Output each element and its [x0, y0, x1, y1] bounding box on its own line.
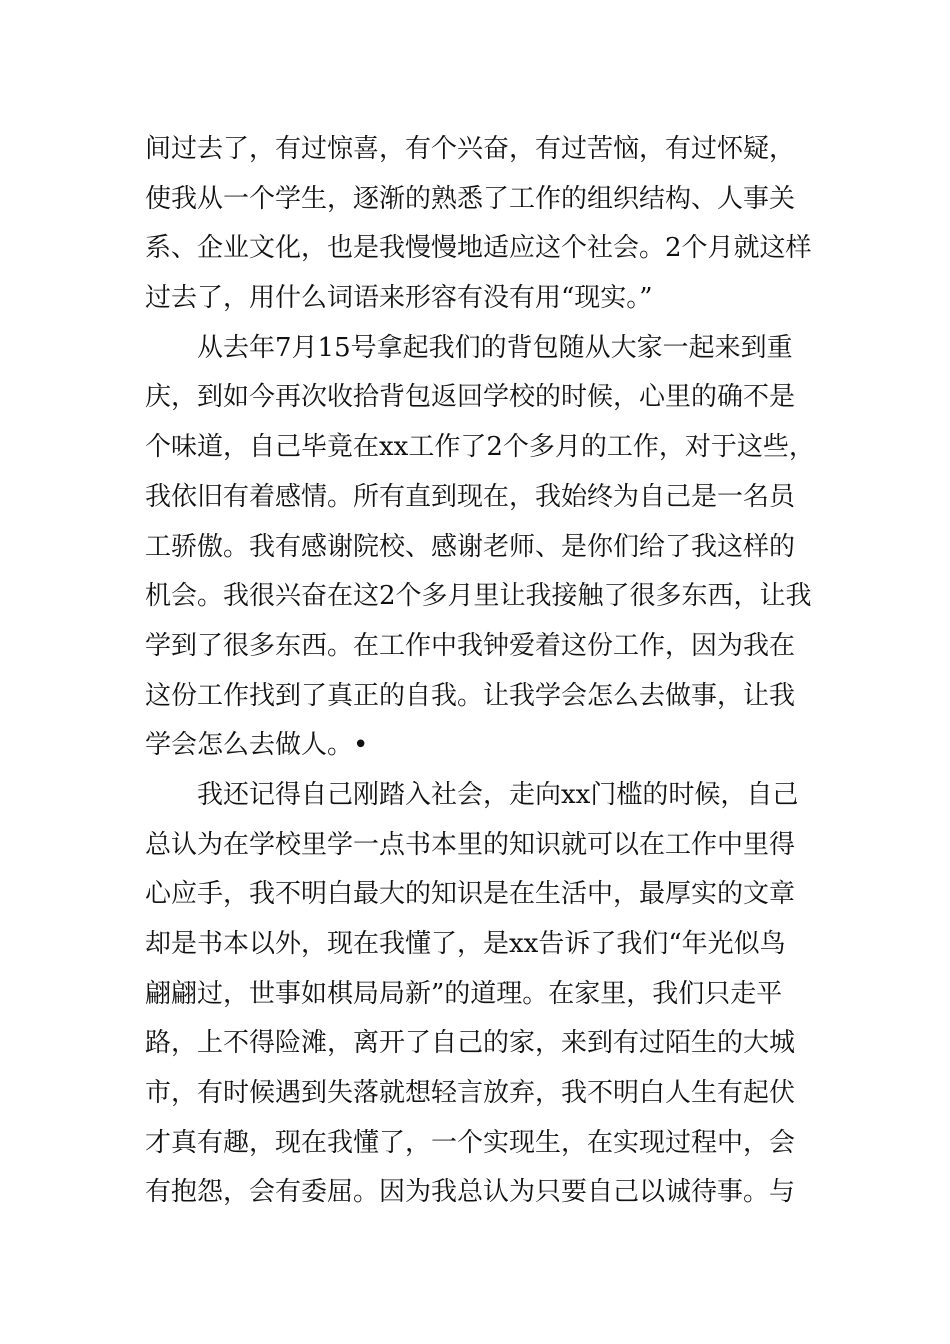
text-line: 才真有趣，现在我懂了，一个实现生，在实现过程中，会 — [145, 1127, 796, 1158]
text-line: 有抱怨，会有委屈。因为我总认为只要自己以诚待事。与 — [145, 1177, 796, 1208]
text-line: 翩翩过，世事如棋局局新”的道理。在家里，我们只走平 — [145, 978, 783, 1009]
text-line: 却是书本以外，现在我懂了，是xx告诉了我们“年光似鸟 — [145, 929, 786, 959]
text-line: 间过去了，有过惊喜，有个兴奋，有过苦恼，有过怀疑， — [145, 134, 796, 164]
text-line: 机会。我很兴奋在这2个多月里让我接触了很多东西，让我 — [145, 581, 812, 612]
text-line: 工骄傲。我有感谢院校、感谢老师、是你们给了我这样的 — [145, 531, 796, 562]
text-line: 使我从一个学生，逐渐的熟悉了工作的组织结构、人事关 — [145, 183, 796, 214]
text-line: 学会怎么去做人。• — [145, 730, 369, 761]
body-text — [145, 125, 835, 1218]
text-line: 总认为在学校里学一点书本里的知识就可以在工作中里得 — [145, 829, 796, 860]
text-line: 庆，到如今再次收拾背包返回学校的时候，心里的确不是 — [145, 382, 796, 413]
text-line: 心应手，我不明白最大的知识是在生活中，最厚实的文章 — [145, 879, 796, 910]
text-line: 市，有时候遇到失落就想轻言放弃，我不明白人生有起伏 — [145, 1078, 796, 1109]
text-line: 我依旧有着感情。所有直到现在，我始终为自己是一名员 — [145, 481, 796, 512]
text-line: 路，上不得险滩，离开了自己的家，来到有过陌生的大城 — [145, 1028, 796, 1059]
text-line: 我还记得自己刚踏入社会，走向xx门槛的时候，自己 — [145, 779, 799, 810]
text-line: 系、企业文化，也是我慢慢地适应这个社会。2个月就这样 — [145, 233, 812, 264]
text-line: 学到了很多东西。在工作中我钟爱着这份工作，因为我在 — [145, 630, 796, 661]
text-line: 从去年7月15号拿起我们的背包随从大家一起来到重 — [145, 332, 793, 363]
text-line: 这份工作找到了真正的自我。让我学会怎么去做事，让我 — [145, 680, 796, 711]
text-line: 过去了，用什么词语来形容有没有用“现实。” — [145, 283, 653, 314]
text-line: 个味道，自己毕竟在xx工作了2个多月的工作，对于这些， — [145, 432, 815, 463]
